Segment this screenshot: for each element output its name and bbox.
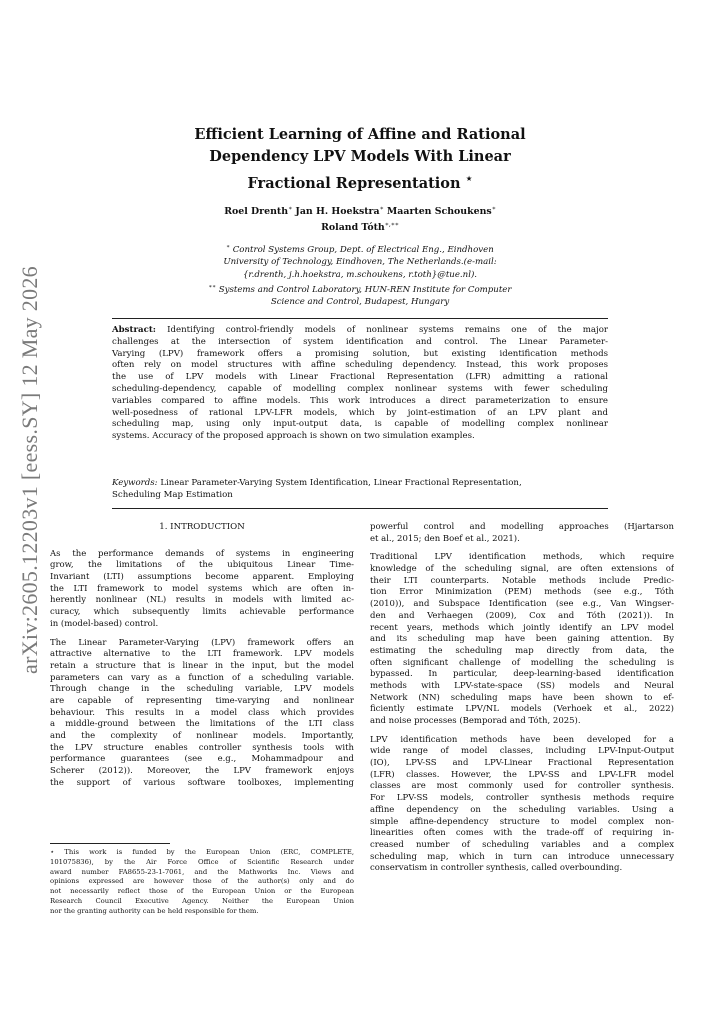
body-line: retain a structure that is linear in the input, but the model [50, 660, 354, 671]
abstract-text: Identifying control-friendly models of nonlinear systems remains one of the major [167, 325, 609, 335]
body-line: and noise processes (Bemporad and Tóth, 2025). [370, 716, 581, 726]
body-line: and the complexity of nonlinear models. Importantly, [50, 731, 354, 741]
body-line: classes are most commonly used for controller synthesis. [370, 781, 674, 792]
body-line: den and Verhaegen (2009), Cox and Tóth (2021)). In [370, 610, 674, 621]
body-line: a middle-ground between the limitations of the LTI class [50, 719, 354, 730]
abstract-line: the use of LPV models with Linear Fractional Representation (LFR) admitting a rational [112, 372, 608, 383]
footnote-line: nor the granting authority can be held responsible for them. [50, 906, 259, 915]
body-line: herently nonlinear (NL) results in models with limited ac- [50, 595, 354, 606]
author-name: Roel Drenth [224, 206, 289, 218]
footnote [50, 848, 354, 917]
author-name: Roland Tóth [321, 222, 385, 234]
affiliation-text: Systems and Control Laboratory, HUN-REN Institute for Computer [218, 284, 512, 295]
abstract-line: variables compared to affine models. This work introduces a direct parameterization to ensure [112, 395, 608, 406]
abstract [112, 325, 608, 443]
section-heading: 1. INTRODUCTION [159, 522, 245, 532]
footnote-line: 101075836), by the Air Force Office of Scientific Research under [50, 857, 354, 866]
body-line: in (model-based) control. [50, 618, 159, 629]
right-column [370, 522, 674, 875]
abstract-line [112, 325, 608, 337]
body-line: powerful control and modelling approaches (Hjartarson [370, 522, 674, 532]
body-line: curacy, which subsequently limits achievable performance [50, 607, 354, 618]
abstract-top-rule [112, 318, 608, 319]
author-mark: ∗ [379, 205, 384, 212]
keywords [112, 478, 608, 502]
body-line: ficiently estimate LPV/NL models (Verhoek et al., 2022) [370, 704, 674, 715]
title-line: Efficient Learning of Affine and Rational [194, 126, 526, 143]
body-line: knowledge of the scheduling signal, are often extensions of [370, 564, 674, 575]
body-line: and its scheduling map have been gaining attention. By [370, 634, 674, 645]
body-line: Network (NN) scheduling maps have been shown to ef- [370, 692, 674, 703]
arxiv-identifier [6, 266, 54, 674]
left-column [50, 522, 354, 789]
body-line: Scherer (2012)). Moreover, the LPV framework enjoys [50, 766, 354, 777]
author-list [150, 202, 570, 234]
body-line: (IO), LPV-SS and LPV-Linear Fractional Representation [370, 758, 674, 769]
body-line: (LFR) classes. However, the LPV-SS and LPV-LFR model [370, 769, 674, 780]
footnote-line: not necessarily reflect those of the European Union or the European [50, 887, 354, 896]
body-line: wide range of model classes, including LPV-Input-Output [370, 746, 674, 757]
body-line: scheduling map, which in turn can introduce unnecessary [370, 851, 674, 862]
paragraph-gap [50, 631, 354, 638]
body-line: recent years, methods which jointly identify an LPV model [370, 622, 674, 633]
paper-title [150, 124, 570, 195]
keywords-line [112, 478, 608, 490]
footnote-line: award number FA8655-23-1-7061, and the Mathworks Inc. Views and [50, 867, 354, 876]
body-line: affine dependency on the scheduling variables. Using a [370, 804, 674, 815]
author-mark: ∗,∗∗ [384, 221, 399, 229]
body-line: bypassed. In particular, deep-learning-based identification [370, 669, 674, 680]
abstract-line: systems. Accuracy of the proposed approach is shown on two simulation examples. [112, 431, 475, 442]
footnote-line: ⋆ This work is funded by the European Union (ERC, COMPLETE, [50, 848, 354, 856]
body-line: (2010)), and Subspace Identification (see e.g., Van Wingser- [370, 599, 674, 610]
body-line: grow, the limitations of the ubiquitous Linear Time- [50, 560, 354, 571]
body-line: Traditional LPV identification methods, which require [370, 552, 674, 563]
body-line: estimating the scheduling map directly from data, the [370, 645, 674, 656]
body-line: LPV identification methods have been developed for a [370, 734, 674, 745]
body-line: the support of various software toolboxes, implementing [50, 777, 354, 788]
affiliation-line [140, 241, 580, 256]
affiliation-mark: ∗ [226, 244, 230, 250]
body-line: methods with LPV-state-space (SS) models and Neural [370, 680, 674, 691]
abstract-line: challenges at the intersection of system identification and control. The Linear Parameter- [112, 336, 608, 347]
body-line: the LTI framework to model systems which are often in- [50, 583, 354, 594]
body-line: simple affine-dependency structure to model complex non- [370, 816, 674, 827]
footnote-line: Research Council Executive Agency. Neither the European Union [50, 896, 354, 905]
body-line: attractive alternative to the LTI framework. LPV models [50, 649, 354, 660]
abstract-line: well-posedness of rational LPV-LFR models, which by joint-estimation of an LPV plant and [112, 407, 608, 418]
affiliation-text: Control Systems Group, Dept. of Electrical Eng., Eindhoven [232, 244, 494, 255]
affiliation-email: {r.drenth, j.h.hoekstra, m.schoukens, r.toth}@tue.nl). [242, 269, 478, 280]
title-line [150, 168, 570, 195]
author-name: Maarten Schoukens [386, 206, 492, 218]
arxiv-identifier-text: arXiv:2605.12203v1 [eess.SY] 12 May 2026 [17, 266, 42, 674]
keywords-bottom-rule [112, 508, 608, 509]
abstract-line: scheduling-dependency, capable of modelling complex nonlinear systems with fewer scheduling [112, 383, 608, 394]
body-line: parameters can vary as a function of a scheduling variable. [50, 672, 354, 683]
affiliation-mark: ∗∗ [208, 284, 216, 291]
title-footnote-mark: ⋆ [465, 172, 473, 185]
body-line: performance guarantees (see e.g., Mohammadpour and [50, 754, 354, 765]
abstract-line: Varying (LPV) framework offers a promising solution, but existing identification methods [112, 348, 608, 359]
body-line: tion Error Minimization (PEM) methods (see e.g., Tóth [370, 587, 674, 598]
author-name: Jan H. Hoekstra [295, 206, 380, 218]
body-line: Through change in the scheduling variable, LPV models [50, 684, 354, 695]
body-line: et al., 2015; den Boef et al., 2021). [370, 533, 520, 544]
body-line: For LPV-SS models, controller synthesis methods require [370, 793, 674, 804]
paragraph-gap [370, 545, 674, 552]
affiliation-line: University of Technology, Eindhoven, The Netherlands.(e-mail: [223, 257, 497, 268]
body-line: creased number of scheduling variables and a complex [370, 839, 674, 850]
author-mark: ∗ [491, 205, 496, 212]
footnote-rule [50, 843, 170, 844]
affiliations [140, 241, 580, 309]
body-line: linearities often comes with the trade-off of requiring in- [370, 828, 674, 839]
keywords-line: Scheduling Map Estimation [112, 489, 233, 500]
body-line: the LPV structure enables controller synthesis tools with [50, 742, 354, 753]
affiliation-line [140, 281, 580, 296]
body-line: often significant challenge of modelling the scheduling is [370, 657, 674, 668]
keywords-label: Keywords: [112, 478, 158, 488]
abstract-label: Abstract: [112, 325, 156, 335]
section-gap [50, 534, 354, 549]
body-line: are capable of representing time-varying and nonlinear [50, 695, 354, 706]
author-mark: ∗ [288, 205, 293, 212]
body-line: As the performance demands of systems in engineering [50, 548, 354, 559]
title-line-text: Fractional Representation [247, 174, 461, 192]
abstract-line: scheduling map, using only input-output data, is capable of modelling complex nonlinear [112, 419, 608, 430]
body-line: conservatism in controller synthesis, called overbounding. [370, 863, 623, 874]
body-line: behaviour. This results in a model class which provides [50, 707, 354, 718]
author-line [150, 202, 570, 218]
abstract-line: often rely on model structures with affine scheduling dependency. Instead, this work proposes [112, 360, 608, 371]
footnote-line: opinions expressed are however those of the author(s) only and do [50, 877, 354, 886]
body-line: The Linear Parameter-Varying (LPV) framework offers an [50, 637, 354, 648]
keywords-text: Linear Parameter-Varying System Identification, Linear Fractional Representation, [160, 478, 522, 488]
author-line [150, 218, 570, 234]
body-line: their LTI counterparts. Notable methods include Predic- [370, 575, 674, 586]
title-line: Dependency LPV Models With Linear [209, 148, 511, 165]
paragraph-gap [370, 728, 674, 735]
affiliation-line: Science and Control, Budapest, Hungary [270, 297, 450, 308]
body-line: Invariant (LTI) assumptions become apparent. Employing [50, 572, 354, 583]
